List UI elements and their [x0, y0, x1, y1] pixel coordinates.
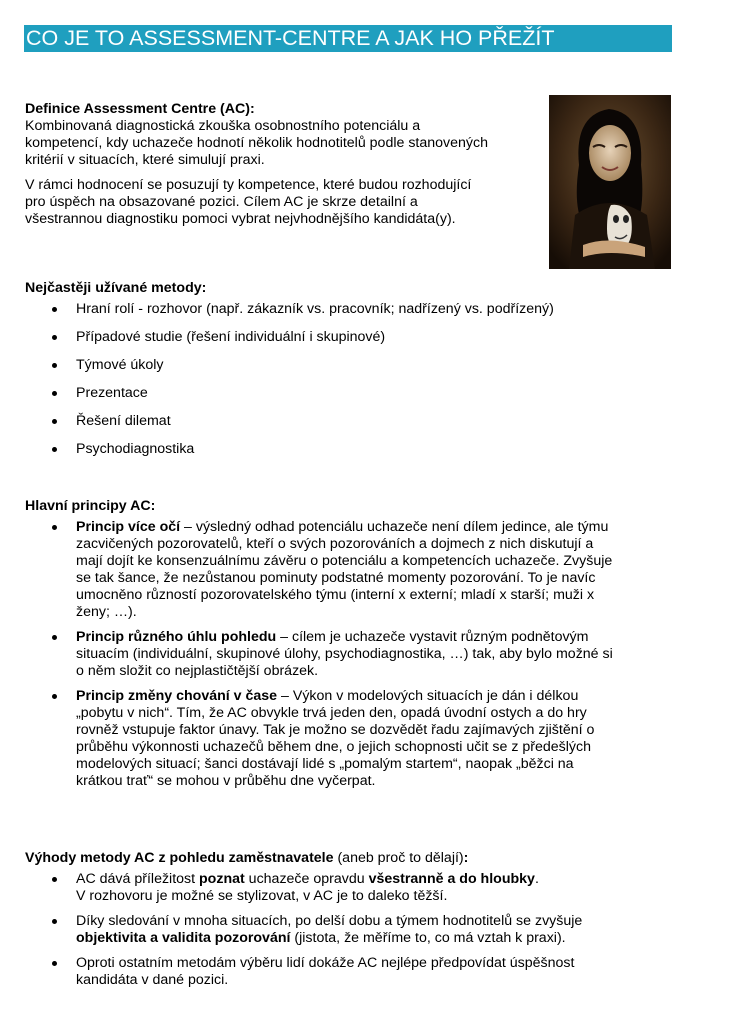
bold-part: objektivita a validita pozorování [76, 930, 291, 946]
text-line: modelových situací; šanci dostávají lidé s „pomalým startem“, naopak „běžci na [76, 756, 574, 772]
principle-item [25, 629, 725, 680]
text-part: AC dává příležitost [76, 871, 200, 887]
text-line: průběhu výkonnosti uchazečů během dne, o jejich schopnosti učit se z předešlých [76, 739, 591, 755]
bold-part: všestranně a do hloubky [368, 871, 535, 887]
definition-section [25, 101, 545, 228]
benefits-heading-normal: (aneb proč to dělají) [333, 850, 464, 866]
list-item: Prezentace [25, 385, 715, 402]
text-line: Díky sledování v mnoha situacích, po delší dobu a týmem hodnotitelů se zvyšuje [76, 913, 583, 929]
principle-item [25, 519, 725, 621]
text-line: – cílem je uchazeče vystavit různým podnětovým [276, 629, 589, 645]
text-line: – výsledný odhad potenciálu uchazeče není dílem jedince, ale týmu [180, 519, 609, 535]
portrait-illustration [549, 95, 671, 269]
methods-list [25, 301, 715, 458]
principles-list [25, 519, 725, 790]
text-line: zacvičených pozorovatelů, kteří o svých pozorováních a dojmech z nich diskutují a [76, 536, 594, 552]
benefits-section [25, 850, 725, 989]
text-line: krátkou trať“ se mohou v průběhu dne vyčerpat. [76, 773, 376, 789]
text-line: V rámci hodnocení se posuzují ty kompetence, které budou rozhodující [25, 177, 472, 193]
principle-item [25, 688, 725, 790]
benefits-list [25, 871, 725, 989]
benefit-item [25, 955, 725, 989]
text-line: mají dojít ke konsenzuálnímu závěru o potenciálu a kompetencích uchazeče. Zvyšuje [76, 553, 613, 569]
definition-para-1 [25, 118, 545, 169]
text-part: (jistota, že měříme to, co má vztah k praxi). [290, 930, 566, 946]
principles-section [25, 498, 725, 790]
text-line: Kombinovaná diagnostická zkouška osobnostního potenciálu a [25, 118, 421, 134]
list-item: Případové studie (řešení individuální i skupinové) [25, 329, 715, 346]
portrait-photo [549, 95, 671, 269]
text-line: rovněž vstupuje faktor únavy. Tak je možno se dozvědět řadu zajímavých zjištění o [76, 722, 595, 738]
benefit-item [25, 913, 725, 947]
text-line: „pobytu v nich“. Tím, že AC obvykle trvá jeden den, opadá úvodní ostych a do hry [76, 705, 587, 721]
principle-title: Princip různého úhlu pohledu [76, 629, 277, 645]
text-line: V rozhovoru je možné se stylizovat, v AC je to daleko těžší. [76, 888, 448, 904]
definition-para-2 [25, 177, 545, 228]
principle-title: Princip více očí [76, 519, 181, 535]
benefit-item [25, 871, 725, 905]
text-line: umocněno růzností pozorovatelského týmu (interní x externí; mladí x starší; muži x [76, 587, 595, 603]
list-item: Psychodiagnostika [25, 441, 715, 458]
benefits-heading [25, 850, 725, 867]
principle-title: Princip změny chování v čase [76, 688, 278, 704]
text-line: ženy; …). [76, 604, 137, 620]
text-line: pro úspěch na obsazované pozici. Cílem AC je skrze detailní a [25, 194, 418, 210]
methods-section [25, 280, 715, 458]
methods-heading: Nejčastěji užívané metody: [25, 280, 207, 296]
benefits-heading-colon: : [463, 850, 469, 866]
text-line: kompetencí, kdy uchazeče hodnotí několik hodnotitelů podle stanovených [25, 135, 488, 151]
list-item: Týmové úkoly [25, 357, 715, 374]
text-line: Oproti ostatním metodám výběru lidí dokáže AC nejlépe předpovídat úspěšnost [76, 955, 575, 971]
definition-heading: Definice Assessment Centre (AC): [25, 101, 255, 117]
bold-part: poznat [199, 871, 245, 887]
text-line: kritérií v situacích, které simulují praxi. [25, 152, 265, 168]
text-line: o něm složit co nejplastičtější obrázek. [76, 663, 319, 679]
list-item: Hraní rolí - rozhovor (např. zákazník vs. pracovník; nadřízený vs. podřízený) [25, 301, 715, 318]
benefits-heading-bold: Výhody metody AC z pohledu zaměstnavatele [25, 850, 334, 866]
text-line: situacím (individuální, skupinové úlohy, psychodiagnostika, …) tak, aby bylo možné si [76, 646, 613, 662]
text-line: všestrannou diagnostiku pomoci vybrat nejvhodnějšího kandidáta(y). [25, 211, 456, 227]
text-part: . [534, 871, 539, 887]
text-part: uchazeče opravdu [244, 871, 369, 887]
text-line: se tak šance, že nezůstanou pominuty podstatné momenty pozorování. To je navíc [76, 570, 596, 586]
text-line: kandidáta v dané pozici. [76, 972, 229, 988]
list-item: Řešení dilemat [25, 413, 715, 430]
text-line: – Výkon v modelových situacích je dán i délkou [277, 688, 579, 704]
page-banner-title: CO JE TO ASSESSMENT-CENTRE A JAK HO PŘEŽÍT [24, 25, 672, 52]
principles-heading: Hlavní principy AC: [25, 498, 156, 514]
